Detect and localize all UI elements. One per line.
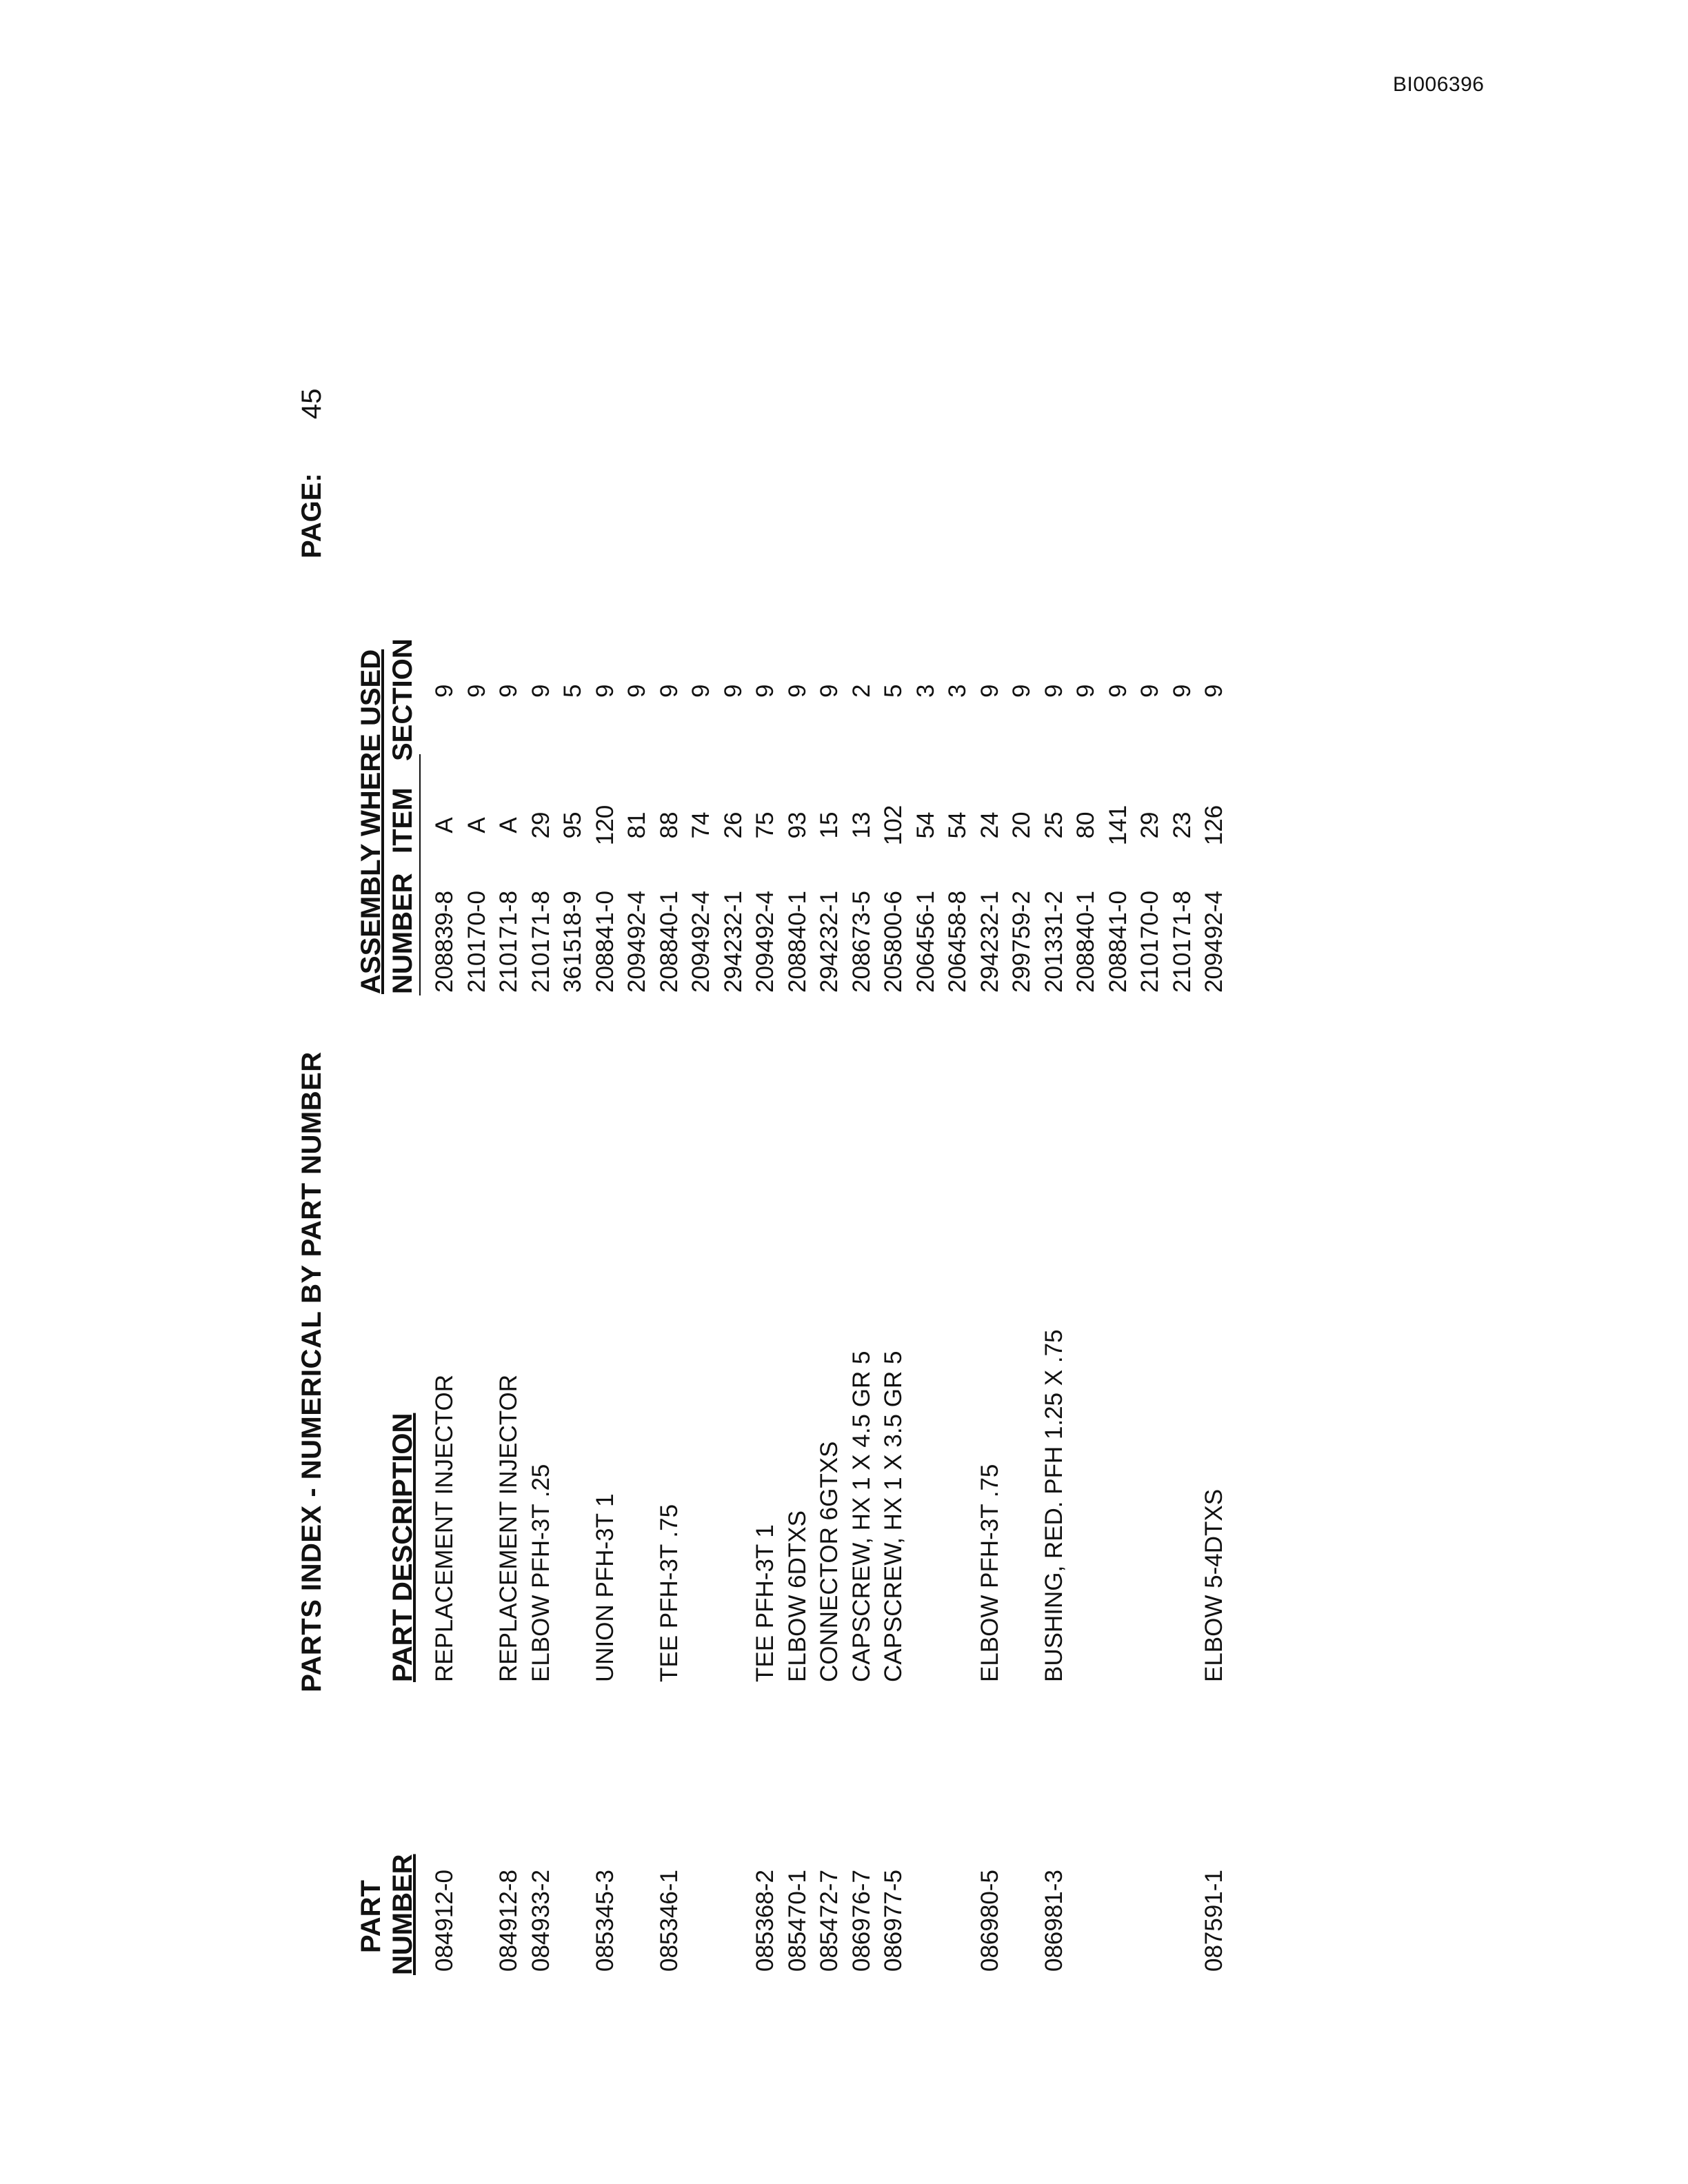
table-row xyxy=(1038,200,1071,1992)
assembly-number-cell: 209492-4 xyxy=(752,891,778,993)
part-number-cell: 086980-5 xyxy=(976,1870,1003,1972)
table-row xyxy=(1167,200,1199,1992)
section-cell: 5 xyxy=(559,684,586,698)
table-row xyxy=(461,200,494,1992)
table-row xyxy=(814,200,846,1992)
section-cell: 3 xyxy=(912,684,939,698)
item-cell: 20 xyxy=(1008,811,1035,839)
item-cell: 15 xyxy=(816,811,843,839)
table-row xyxy=(685,200,718,1992)
item-cell: 126 xyxy=(1200,805,1227,846)
table-row xyxy=(974,200,1007,1992)
item-cell: 54 xyxy=(912,811,939,839)
assembly-number-cell: 361518-9 xyxy=(559,891,586,993)
table-row xyxy=(525,200,558,1992)
assembly-number-cell: 210170-0 xyxy=(1136,891,1163,993)
section-cell: 9 xyxy=(1104,684,1132,698)
part-number-cell: 084933-2 xyxy=(527,1870,554,1972)
part-description-cell: ELBOW PFH-3T .25 xyxy=(527,1464,554,1682)
table-row xyxy=(750,200,782,1992)
table-row xyxy=(1198,200,1231,1992)
section-cell: 9 xyxy=(1168,684,1196,698)
table-row xyxy=(910,200,943,1992)
part-number-cell: 084912-0 xyxy=(431,1870,458,1972)
assembly-number-cell: 210171-8 xyxy=(495,891,522,993)
table-row xyxy=(557,200,590,1992)
header-divider xyxy=(419,754,421,995)
section-cell: 9 xyxy=(527,684,554,698)
assembly-number-cell: 209492-4 xyxy=(623,891,650,993)
part-description-cell: ELBOW PFH-3T .75 xyxy=(976,1464,1003,1682)
item-cell: 74 xyxy=(687,811,714,839)
item-cell: A xyxy=(431,817,458,833)
table-row xyxy=(942,200,974,1992)
item-cell: 120 xyxy=(591,805,619,846)
section-cell: 9 xyxy=(1072,684,1099,698)
parts-index-page xyxy=(276,200,1310,1992)
page-title: PARTS INDEX - NUMERICAL BY PART NUMBER xyxy=(297,1051,327,1692)
table-row xyxy=(782,200,814,1992)
item-cell: 80 xyxy=(1072,811,1099,839)
part-description-cell: CAPSCREW, HX 1 X 4.5 GR 5 xyxy=(847,1351,875,1682)
assembly-number-cell: 206456-1 xyxy=(912,891,939,993)
assembly-number-cell: 208841-0 xyxy=(1104,891,1132,993)
section-cell: 9 xyxy=(623,684,650,698)
assembly-where-used-header: ASSEMBLY WHERE USED xyxy=(356,649,386,994)
item-cell: 102 xyxy=(880,805,907,846)
assembly-number-cell: 209492-4 xyxy=(1200,891,1227,993)
table-row xyxy=(493,200,525,1992)
table-row xyxy=(846,200,878,1992)
assembly-number-cell: 210170-0 xyxy=(463,891,490,993)
document-id: BI006396 xyxy=(1393,73,1485,96)
item-cell: 88 xyxy=(655,811,683,839)
assembly-number-cell: 294232-1 xyxy=(976,891,1003,993)
section-cell: 9 xyxy=(783,684,811,698)
item-cell: 54 xyxy=(944,811,971,839)
assembly-number-cell: 205800-6 xyxy=(880,891,907,993)
part-description-cell: UNION PFH-3T 1 xyxy=(591,1493,619,1682)
item-cell: 13 xyxy=(847,811,875,839)
assembly-number-cell: 208840-1 xyxy=(783,891,811,993)
part-number-cell: 085470-1 xyxy=(783,1870,811,1972)
assembly-number-cell: 294232-1 xyxy=(816,891,843,993)
section-cell: 9 xyxy=(816,684,843,698)
part-description-cell: REPLACEMENT INJECTOR xyxy=(495,1374,522,1682)
table-row xyxy=(1070,200,1103,1992)
part-number-cell: 086981-3 xyxy=(1040,1870,1067,1972)
part-description-cell: REPLACEMENT INJECTOR xyxy=(431,1374,458,1682)
item-cell: 141 xyxy=(1104,805,1132,846)
assembly-number-cell: 209492-4 xyxy=(687,891,714,993)
part-description-cell: ELBOW 5-4DTXS xyxy=(1200,1488,1227,1682)
item-cell: 29 xyxy=(527,811,554,839)
section-cell: 3 xyxy=(944,684,971,698)
section-cell: 9 xyxy=(495,684,522,698)
section-cell: 2 xyxy=(847,684,875,698)
assembly-number-cell: 206458-8 xyxy=(944,891,971,993)
table-row xyxy=(429,200,461,1992)
part-number-cell: 086976-7 xyxy=(847,1870,875,1972)
part-description-cell: TEE PFH-3T 1 xyxy=(752,1524,778,1682)
item-header: ITEM xyxy=(388,787,418,853)
assembly-number-cell: 201331-2 xyxy=(1040,891,1067,993)
part-number-cell: 085346-1 xyxy=(655,1870,683,1972)
part-description-cell: ELBOW 6DTXS xyxy=(783,1510,811,1682)
table-row xyxy=(621,200,654,1992)
part-number-cell: 085472-7 xyxy=(816,1870,843,1972)
part-number-cell: 087591-1 xyxy=(1200,1870,1227,1972)
assembly-number-cell: 208673-5 xyxy=(847,891,875,993)
page-label: PAGE: xyxy=(297,473,327,558)
assembly-number-cell: 208841-0 xyxy=(591,891,619,993)
assembly-number-cell: 208840-1 xyxy=(1072,891,1099,993)
part-description-cell: CAPSCREW, HX 1 X 3.5 GR 5 xyxy=(880,1351,907,1682)
part-number-header xyxy=(355,1854,419,1975)
item-cell: 75 xyxy=(752,811,778,839)
part-number-cell: 084912-8 xyxy=(495,1870,522,1972)
table-row xyxy=(718,200,750,1992)
item-cell: A xyxy=(463,817,490,833)
section-cell: 9 xyxy=(752,684,778,698)
section-cell: 5 xyxy=(880,684,907,698)
assembly-number-cell: 210171-8 xyxy=(1168,891,1196,993)
section-cell: 9 xyxy=(431,684,458,698)
section-cell: 9 xyxy=(976,684,1003,698)
assembly-number-cell: 208839-8 xyxy=(431,891,458,993)
part-header-line2: NUMBER xyxy=(388,1854,418,1975)
assembly-number-header: NUMBER xyxy=(388,873,418,994)
part-description-cell: BUSHING, RED. PFH 1.25 X .75 xyxy=(1040,1329,1067,1682)
part-number-cell: 085368-2 xyxy=(752,1870,778,1972)
item-cell: 23 xyxy=(1168,811,1196,839)
section-cell: 9 xyxy=(687,684,714,698)
section-cell: 9 xyxy=(1200,684,1227,698)
section-cell: 9 xyxy=(719,684,747,698)
item-cell: 26 xyxy=(719,811,747,839)
section-cell: 9 xyxy=(463,684,490,698)
item-cell: 24 xyxy=(976,811,1003,839)
table-row xyxy=(878,200,910,1992)
section-cell: 9 xyxy=(591,684,619,698)
parts-table xyxy=(429,200,1231,1992)
table-row xyxy=(590,200,622,1992)
section-cell: 9 xyxy=(1008,684,1035,698)
table-row xyxy=(654,200,686,1992)
assembly-number-cell: 210171-8 xyxy=(527,891,554,993)
section-header: SECTION xyxy=(388,638,418,761)
part-description-cell: CONNECTOR 6GTXS xyxy=(816,1441,843,1682)
page-number: 45 xyxy=(297,388,327,419)
item-cell: 25 xyxy=(1040,811,1067,839)
part-number-cell: 085345-3 xyxy=(591,1870,619,1972)
item-cell: 95 xyxy=(559,811,586,839)
assembly-number-cell: 208840-1 xyxy=(655,891,683,993)
section-cell: 9 xyxy=(655,684,683,698)
part-number-cell: 086977-5 xyxy=(880,1870,907,1972)
item-cell: A xyxy=(495,817,522,833)
part-description-header: PART DESCRIPTION xyxy=(388,1413,418,1682)
part-description-cell: TEE PFH-3T .75 xyxy=(655,1504,683,1682)
item-cell: 29 xyxy=(1136,811,1163,839)
table-row xyxy=(1134,200,1167,1992)
item-cell: 93 xyxy=(783,811,811,839)
table-row xyxy=(1006,200,1038,1992)
section-cell: 9 xyxy=(1136,684,1163,698)
item-cell: 81 xyxy=(623,811,650,839)
section-cell: 9 xyxy=(1040,684,1067,698)
assembly-number-cell: 299759-2 xyxy=(1008,891,1035,993)
assembly-number-cell: 294232-1 xyxy=(719,891,747,993)
part-header-line1: PART xyxy=(356,1880,386,1953)
table-row xyxy=(1103,200,1135,1992)
